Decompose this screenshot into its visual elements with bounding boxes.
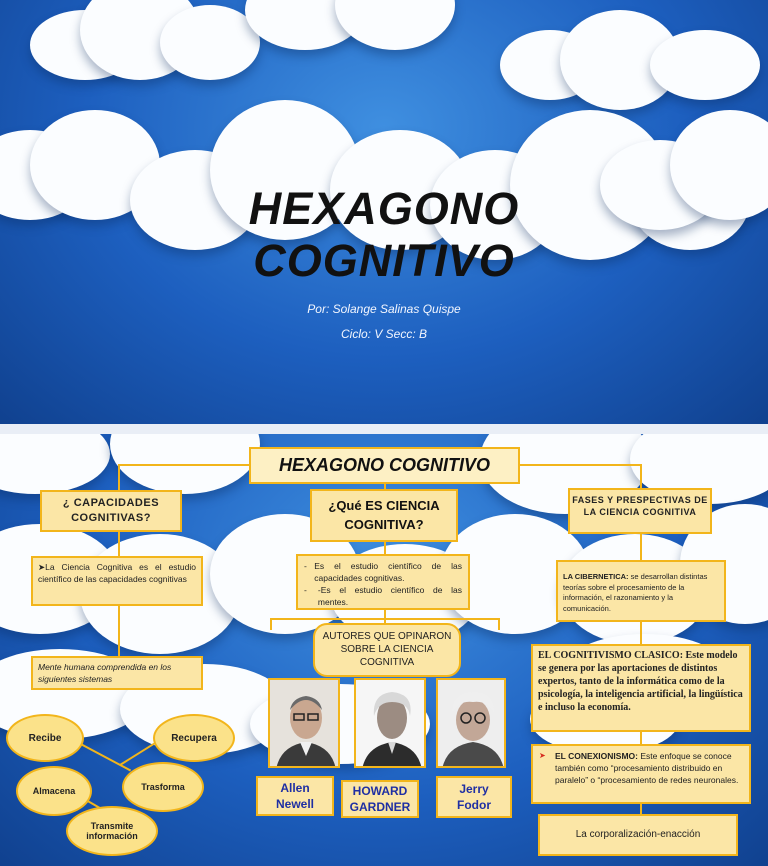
slide-title: HEXAGONO COGNITIVO [248, 183, 520, 286]
cycle-line: Ciclo: V Secc: B [340, 327, 428, 341]
corporalizacion-box: La corporalización-enacción [538, 814, 738, 856]
clasico-box: EL COGNITIVISMO CLASICO: Este modelo se genera por las aportaciones de distintos expertos, tanto de la informática como de la psicología, la inteligencia artificial, la lingüística e incluso la economía. [531, 644, 751, 732]
definition-box: ➤La Ciencia Cognitiva es el estudio científico de las capacidades cognitivas [31, 556, 203, 606]
system-almacena: Almacena [16, 766, 92, 816]
capacidades-heading: ¿ CAPACIDADES COGNITIVAS? [40, 490, 182, 532]
fases-heading: FASES Y PRESPECTIVAS DE LA CIENCIA COGNITIVA [568, 488, 712, 534]
authors-heading: AUTORES QUE OPINARON SOBRE LA CIENCIA COGNITIVA [313, 623, 461, 677]
photo-howard-gardner [354, 678, 426, 768]
cibernetica-box: LA CIBERNETICA: se desarrollan distintas teorías sobre el procesamiento de la información, el razonamiento y la comunicación. [556, 560, 726, 622]
system-recibe: Recibe [6, 714, 84, 762]
system-transmite: Transmite información [66, 806, 158, 856]
photo-jerry-fodor [436, 678, 506, 768]
mind-text-box: Mente humana comprendida en los siguientes sistemas [31, 656, 203, 690]
author-name-fodor: Jerry Fodor [436, 776, 512, 818]
title-slide [0, 0, 768, 424]
system-trasforma: Trasforma [122, 762, 204, 812]
system-recupera: Recupera [153, 714, 235, 762]
photo-allen-newell [268, 678, 340, 768]
que-es-heading: ¿Qué ES CIENCIA COGNITIVA? [310, 489, 458, 542]
que-es-definition: - Es el estudio científico de las capacidades cognitivas. - -Es el estudio científico de las mentes. [296, 554, 470, 610]
author-name-gardner: HOWARD GARDNER [341, 780, 419, 818]
concept-map-slide [0, 434, 768, 866]
author-line: Por: Solange Salinas Quispe [307, 302, 461, 316]
author-name-newell: Allen Newell [256, 776, 334, 816]
conexionismo-box: ➤ EL CONEXIONISMO: Este enfoque se conoce también como “procesamiento distribuido en paralelo” o “procesamiento de redes neuronales. [531, 744, 751, 804]
concept-map-title: HEXAGONO COGNITIVO [249, 447, 520, 484]
